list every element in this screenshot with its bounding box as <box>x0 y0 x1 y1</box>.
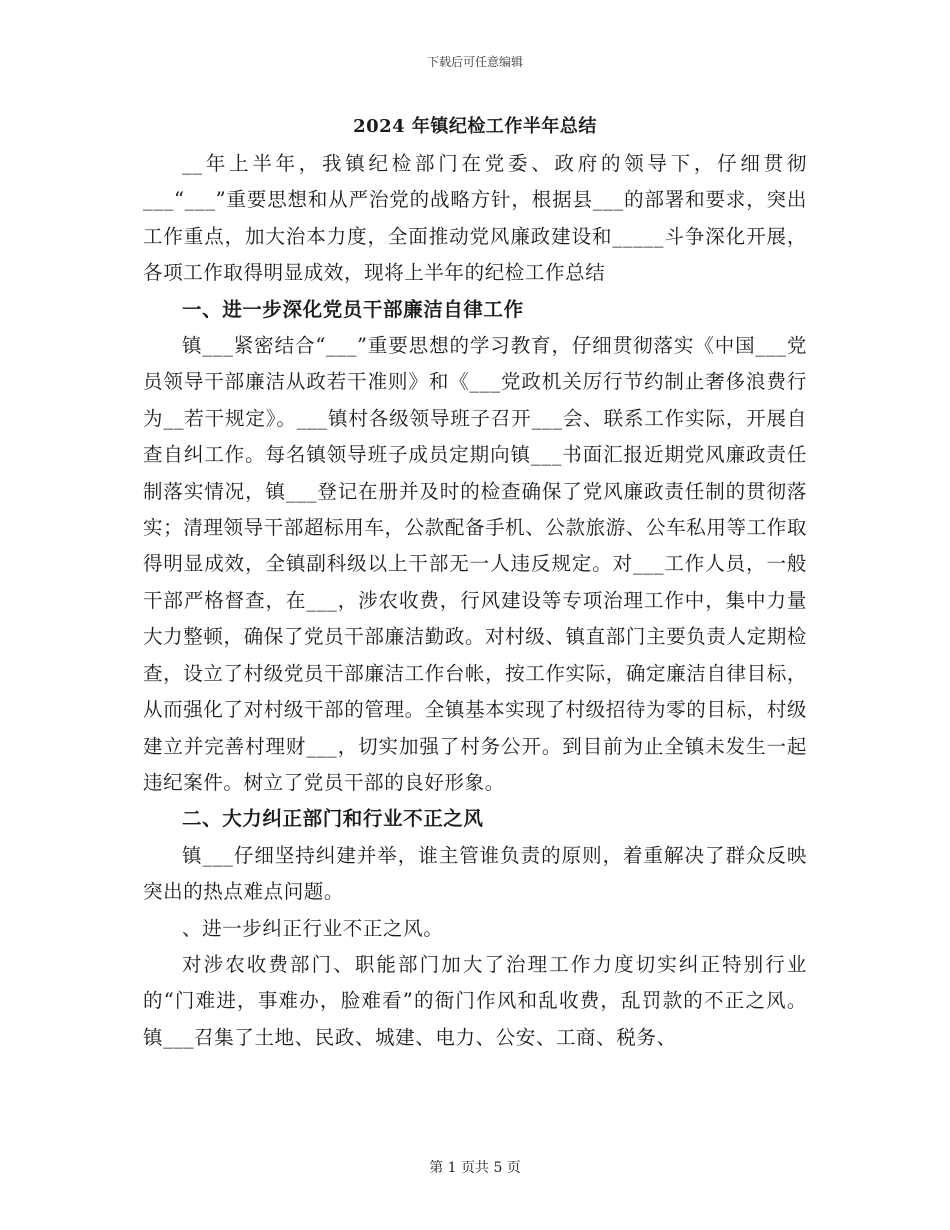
paragraph-section-2: 镇___仔细坚持纠建并举，谁主管谁负责的原则，着重解决了群众反映突出的热点难点问题。 <box>143 843 807 904</box>
section-heading-2: 二、大力纠正部门和行业不正之风 <box>182 807 484 831</box>
paragraph-subsection: 、进一步纠正行业不正之风。 <box>182 916 444 940</box>
document-title: 2024 年镇纪检工作半年总结 <box>353 116 597 137</box>
document-body <box>143 108 807 1056</box>
paragraph-intro: __年上半年，我镇纪检部门在党委、政府的领导下，仔细贯彻___“___”重要思想和从严治党的战略方针，根据县___的部署和要求，突出工作重点，加大治本力度，全面推动党风廉政建设和_____斗争深化开展，各项工作取得明显成效，现将上半年的纪检工作总结 <box>143 152 807 285</box>
paragraph-section-1: 镇___紧密结合“___”重要思想的学习教育，仔细贯彻落实《中国___党员领导干部廉洁从政若干准则》和《___党政机关厉行节约制止奢侈浪费行为__若干规定》。___镇村各级领导班子召开___会、联系工作实际，开展自查自纠工作。每名镇领导班子成员定期向镇___书面汇报近期党风廉政责任制落实情况，镇___登记在册并及时的检查确保了党风廉政责任制的贯彻落实；清理领导干部超标用车，公款配备手机、公款旅游、公车私用等工作取得明显成效，全镇副科级以上干部无一人违反规定。对___工作人员，一般干部严格督查，在___，涉农收费，行风建设等专项治理工作中，集中力量大力整顿，确保了党员干部廉洁勤政。对村级、镇直部门主要负责人定期检查，设立了村级党员干部廉洁工作台帐，按工作实际，确定廉洁自律目标，从而强化了对村级干部的管理。全镇基本实现了村级招待为零的目标，村级建立并完善村理财___，切实加强了村务公开。到目前为止全镇未发生一起违纪案件。树立了党员干部的良好形象。 <box>143 334 807 794</box>
header-note: 下载后可任意编辑 <box>426 55 523 69</box>
paragraph-subsection-body: 对涉农收费部门、职能部门加大了治理工作力度切实纠正特别行业的“门难进，事难办，脸难看”的衙门作风和乱收费，乱罚款的不正之风。镇___召集了土地、民政、城建、电力、公安、工商、税务、 <box>143 952 807 1049</box>
page-number: 第 1 页共 5 页 <box>429 1160 521 1176</box>
section-heading-1: 一、进一步深化党员干部廉洁自律工作 <box>182 297 524 321</box>
